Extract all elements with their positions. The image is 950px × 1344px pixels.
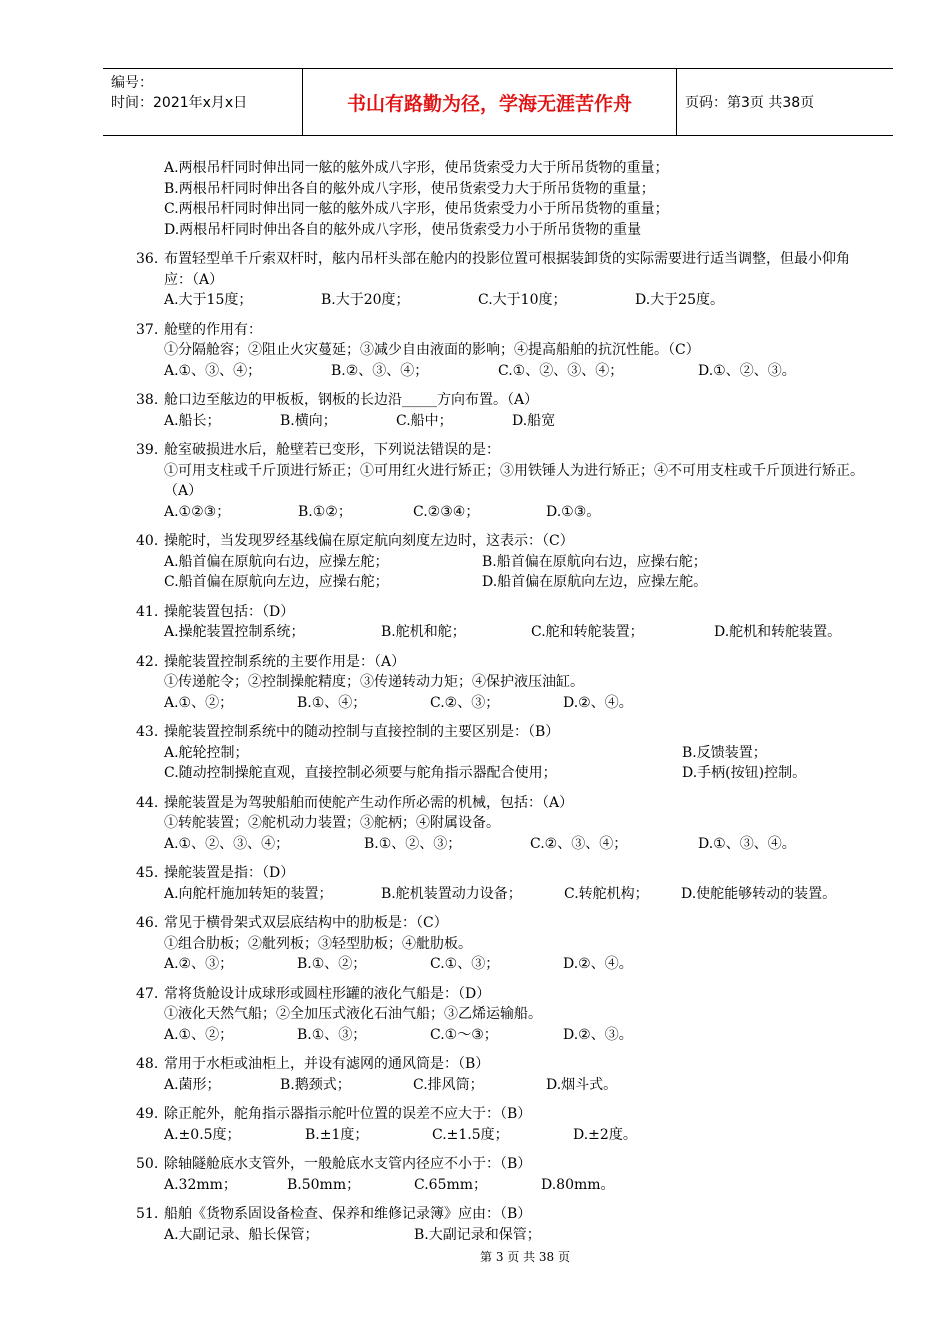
question-subtext: ①转舵装置；②舵机动力装置；③舵柄；④附属设备。 xyxy=(164,815,500,831)
question-text: 操舵装置控制系统中的随动控制与直接控制的主要区别是：（B） xyxy=(164,724,560,740)
option-d: D.①、②、③。 xyxy=(698,362,796,379)
option-c: C.65mm； xyxy=(414,1176,488,1193)
question-number: 37. xyxy=(136,321,159,338)
option-c: C.②、③、④； xyxy=(530,835,628,852)
question-38 xyxy=(136,390,866,431)
option-a: A.①、②、③、④； xyxy=(164,835,290,852)
question-37 xyxy=(136,320,866,382)
question-text: 除正舵外，舵角指示器指示舵叶位置的误差不应大于：（B） xyxy=(164,1106,532,1122)
question-text: 舱口边至舷边的甲板板，钢板的长边沿_____方向布置。（A） xyxy=(164,392,539,408)
option-line: A.两根吊杆同时伸出同一舷的舷外成八字形，使吊货索受力大于所吊货物的重量； xyxy=(164,160,669,176)
options-row xyxy=(164,763,866,784)
question-36 xyxy=(136,249,866,311)
option-b: B.①、④； xyxy=(297,694,367,711)
question-text: 除轴隧舱底水支管外，一般舱底水支管内径应不小于：（B） xyxy=(164,1156,532,1172)
question-text: 布置轻型单千斤索双杆时，舷内吊杆头部在舱内的投影位置可根据装卸货的实际需要进行适当调整，但最小仰角应：（A） xyxy=(164,251,850,288)
option-d: D.舵机和转舵装置。 xyxy=(714,624,842,640)
question-number: 48. xyxy=(136,1056,159,1072)
question-subtext: ①液化天然气船；②全加压式液化石油气船；③乙烯运输船。 xyxy=(164,1006,542,1022)
option-d: D.①③。 xyxy=(546,503,601,520)
option-c: C.①、③； xyxy=(430,956,500,972)
option-line: D.两根吊杆同时伸出各自的舷外成八字形，使吊货索受力小于所吊货物的重量 xyxy=(164,221,642,238)
question-subtext: ①传递舵令；②控制操舵精度；③传递转动力矩；④保护液压油缸。 xyxy=(164,674,584,690)
option-b: B.50mm； xyxy=(287,1176,361,1193)
option-b: B.大副记录和保管； xyxy=(414,1226,541,1243)
option-b: B.②、③、④； xyxy=(331,362,429,379)
option-b: B.船首偏在原航向右边，应操右舵； xyxy=(482,553,707,570)
option-a: A.①、③、④； xyxy=(164,362,262,379)
option-b: B.横向； xyxy=(280,412,337,429)
question-45 xyxy=(136,863,866,904)
question-subtext: ①可用支柱或千斤顶进行矫正；①可用红火进行矫正；③用铁锤人为进行矫正；④不可用支柱或千斤顶进行矫正。（A） xyxy=(164,462,864,499)
question-49 xyxy=(136,1104,866,1145)
question-47 xyxy=(136,984,866,1046)
option-a: A.±0.5度； xyxy=(164,1126,241,1143)
question-number: 50. xyxy=(136,1156,159,1172)
options-row xyxy=(164,834,866,855)
option-c: C.舵和转舵装置； xyxy=(531,624,644,640)
option-line: C.两根吊杆同时伸出同一舷的舷外成八字形，使吊货索受力小于所吊货物的重量； xyxy=(164,201,669,217)
option-a: A.大于15度； xyxy=(164,292,253,308)
option-a: A.①②③； xyxy=(164,503,231,520)
option-b: B.±1度； xyxy=(305,1126,369,1143)
document-number-label: 编号： xyxy=(111,75,153,91)
option-d: D.②、④。 xyxy=(563,956,633,972)
options-row xyxy=(164,622,866,643)
question-50 xyxy=(136,1154,866,1195)
option-d: D.烟斗式。 xyxy=(546,1076,618,1093)
options-row xyxy=(164,1025,866,1046)
option-d: D.船宽 xyxy=(512,412,556,429)
question-40 xyxy=(136,531,866,593)
question-subtext: ①分隔舱容；②阻止火灾蔓延；③减少自由液面的影响；④提高船舶的抗沉性能。（C） xyxy=(164,342,700,358)
question-42 xyxy=(136,652,866,714)
document-time: 时间：2021年x月x日 xyxy=(111,95,248,111)
question-text: 舱室破损进水后，舱壁若已变形，下列说法错误的是： xyxy=(164,442,500,458)
question-text: 常将货舱设计成球形或圆柱形罐的液化气船是：（D） xyxy=(164,985,491,1002)
option-b: B.鹅颈式； xyxy=(280,1076,351,1093)
option-c: C.船中； xyxy=(396,412,453,429)
option-c: C.①、②、③、④； xyxy=(498,362,624,379)
question-text: 舱壁的作用有： xyxy=(164,321,262,338)
option-a: A.船长； xyxy=(164,412,221,429)
question-41 xyxy=(136,602,866,643)
question-text: 常用于水柜或油柜上，并设有滤网的通风筒是：（B） xyxy=(164,1056,490,1072)
options-row xyxy=(164,743,866,764)
question-number: 46. xyxy=(136,915,159,931)
option-b: B.①、③； xyxy=(297,1026,367,1043)
header-motto: 书山有路勤为径，学海无涯苦作舟 xyxy=(303,69,677,135)
options-row xyxy=(164,1125,866,1146)
option-a: A.大副记录、船长保管； xyxy=(164,1226,319,1243)
option-line: B.两根吊杆同时伸出各自的舷外成八字形，使吊货索受力大于所吊货物的重量； xyxy=(164,180,655,197)
page-header xyxy=(103,68,893,136)
option-d: D.80mm。 xyxy=(541,1176,615,1193)
options-row xyxy=(164,1225,866,1246)
option-c: C.排风筒； xyxy=(413,1076,484,1093)
option-b: B.舵机和舵； xyxy=(381,624,466,640)
option-c: C.大于10度； xyxy=(478,292,567,308)
option-d: D.②、③。 xyxy=(563,1026,633,1043)
question-48 xyxy=(136,1054,866,1095)
question-text: 常见于横骨架式双层底结构中的肋板是：（C） xyxy=(164,915,448,931)
question-text: 船舶《货物系固设备检查、保养和维修记录簿》应由：（B） xyxy=(164,1206,532,1222)
option-d: D.使舵能够转动的装置。 xyxy=(681,885,837,902)
header-page-code: 页码：第3页 共38页 xyxy=(685,95,815,111)
question-46 xyxy=(136,913,866,975)
question-number: 38. xyxy=(136,392,159,408)
question-number: 42. xyxy=(136,653,159,670)
option-b: B.①②； xyxy=(298,503,352,520)
question-text: 操舵装置控制系统的主要作用是：（A） xyxy=(164,653,406,670)
question-number: 39. xyxy=(136,442,159,458)
question-number: 51. xyxy=(136,1206,159,1222)
question-text: 操舵装置是指：（D） xyxy=(164,865,295,881)
question-44 xyxy=(136,793,866,855)
option-b: B.舵机装置动力设备； xyxy=(381,885,522,902)
option-c: C.随动控制操舵直观，直接控制必须要与舵角指示器配合使用； xyxy=(164,765,557,781)
question-subtext: ①组合肋板；②舭列板；③轻型肋板；④舭肋板。 xyxy=(164,935,472,952)
option-a: A.32mm； xyxy=(164,1176,237,1193)
option-d: D.②、④。 xyxy=(563,694,633,711)
option-d: D.±2度。 xyxy=(573,1126,637,1143)
options-row xyxy=(164,884,866,905)
question-number: 40. xyxy=(136,533,159,549)
question-39 xyxy=(136,440,866,522)
options-row xyxy=(164,411,866,432)
options-row xyxy=(164,1175,866,1196)
option-a: A.①、②； xyxy=(164,694,234,711)
option-d: D.①、③、④。 xyxy=(698,835,796,852)
option-b: B.反馈装置； xyxy=(682,744,767,761)
question-list xyxy=(136,158,866,1254)
question-51 xyxy=(136,1204,866,1245)
question-43 xyxy=(136,722,866,784)
options-row xyxy=(164,502,866,523)
option-c: C.±1.5度； xyxy=(432,1126,509,1143)
option-a: A.操舵装置控制系统； xyxy=(164,624,305,640)
option-c: C.②③④； xyxy=(413,503,480,520)
page-footer: 第 3 页 共 38 页 xyxy=(480,1250,570,1264)
question-number: 45. xyxy=(136,865,159,881)
option-c: C.①～③； xyxy=(430,1026,498,1043)
options-row xyxy=(164,361,866,382)
option-a: A.菌形； xyxy=(164,1076,221,1093)
question-text: 操舵装置包括：（D） xyxy=(164,603,295,620)
option-c: C.②、③； xyxy=(430,694,500,711)
option-b: B.①、②； xyxy=(297,956,367,972)
intro-options xyxy=(136,158,866,240)
option-b: B.大于20度； xyxy=(321,292,410,308)
question-number: 44. xyxy=(136,794,159,811)
options-row xyxy=(164,693,866,714)
option-a: A.船首偏在原航向右边，应操左舵； xyxy=(164,553,389,570)
options-row xyxy=(164,1075,866,1096)
question-number: 41. xyxy=(136,603,159,620)
option-a: A.舵轮控制； xyxy=(164,744,249,761)
option-c: C.船首偏在原航向左边，应操右舵； xyxy=(164,574,389,590)
option-c: C.转舵机构； xyxy=(564,885,649,902)
option-a: A.向舵杆施加转矩的装置； xyxy=(164,885,333,902)
option-d: D.船首偏在原航向左边，应操左舵。 xyxy=(482,574,708,590)
option-d: D.大于25度。 xyxy=(635,292,724,308)
question-number: 43. xyxy=(136,724,159,740)
question-number: 47. xyxy=(136,985,159,1002)
options-row xyxy=(164,954,866,975)
option-d: D.手柄(按钮)控制。 xyxy=(682,765,807,781)
options-row xyxy=(164,290,866,311)
question-text: 操舵装置是为驾驶船舶而使舵产生动作所必需的机械，包括：（A） xyxy=(164,794,574,811)
option-a: A.①、②； xyxy=(164,1026,234,1043)
question-text: 操舵时，当发现罗经基线偏在原定航向刻度左边时，这表示：（C） xyxy=(164,533,574,549)
options-row xyxy=(164,552,866,573)
option-b: B.①、②、③； xyxy=(364,835,462,852)
options-row xyxy=(164,572,866,593)
question-number: 49. xyxy=(136,1106,159,1122)
option-a: A.②、③； xyxy=(164,956,234,972)
header-meta xyxy=(103,69,303,135)
question-number: 36. xyxy=(136,251,159,267)
